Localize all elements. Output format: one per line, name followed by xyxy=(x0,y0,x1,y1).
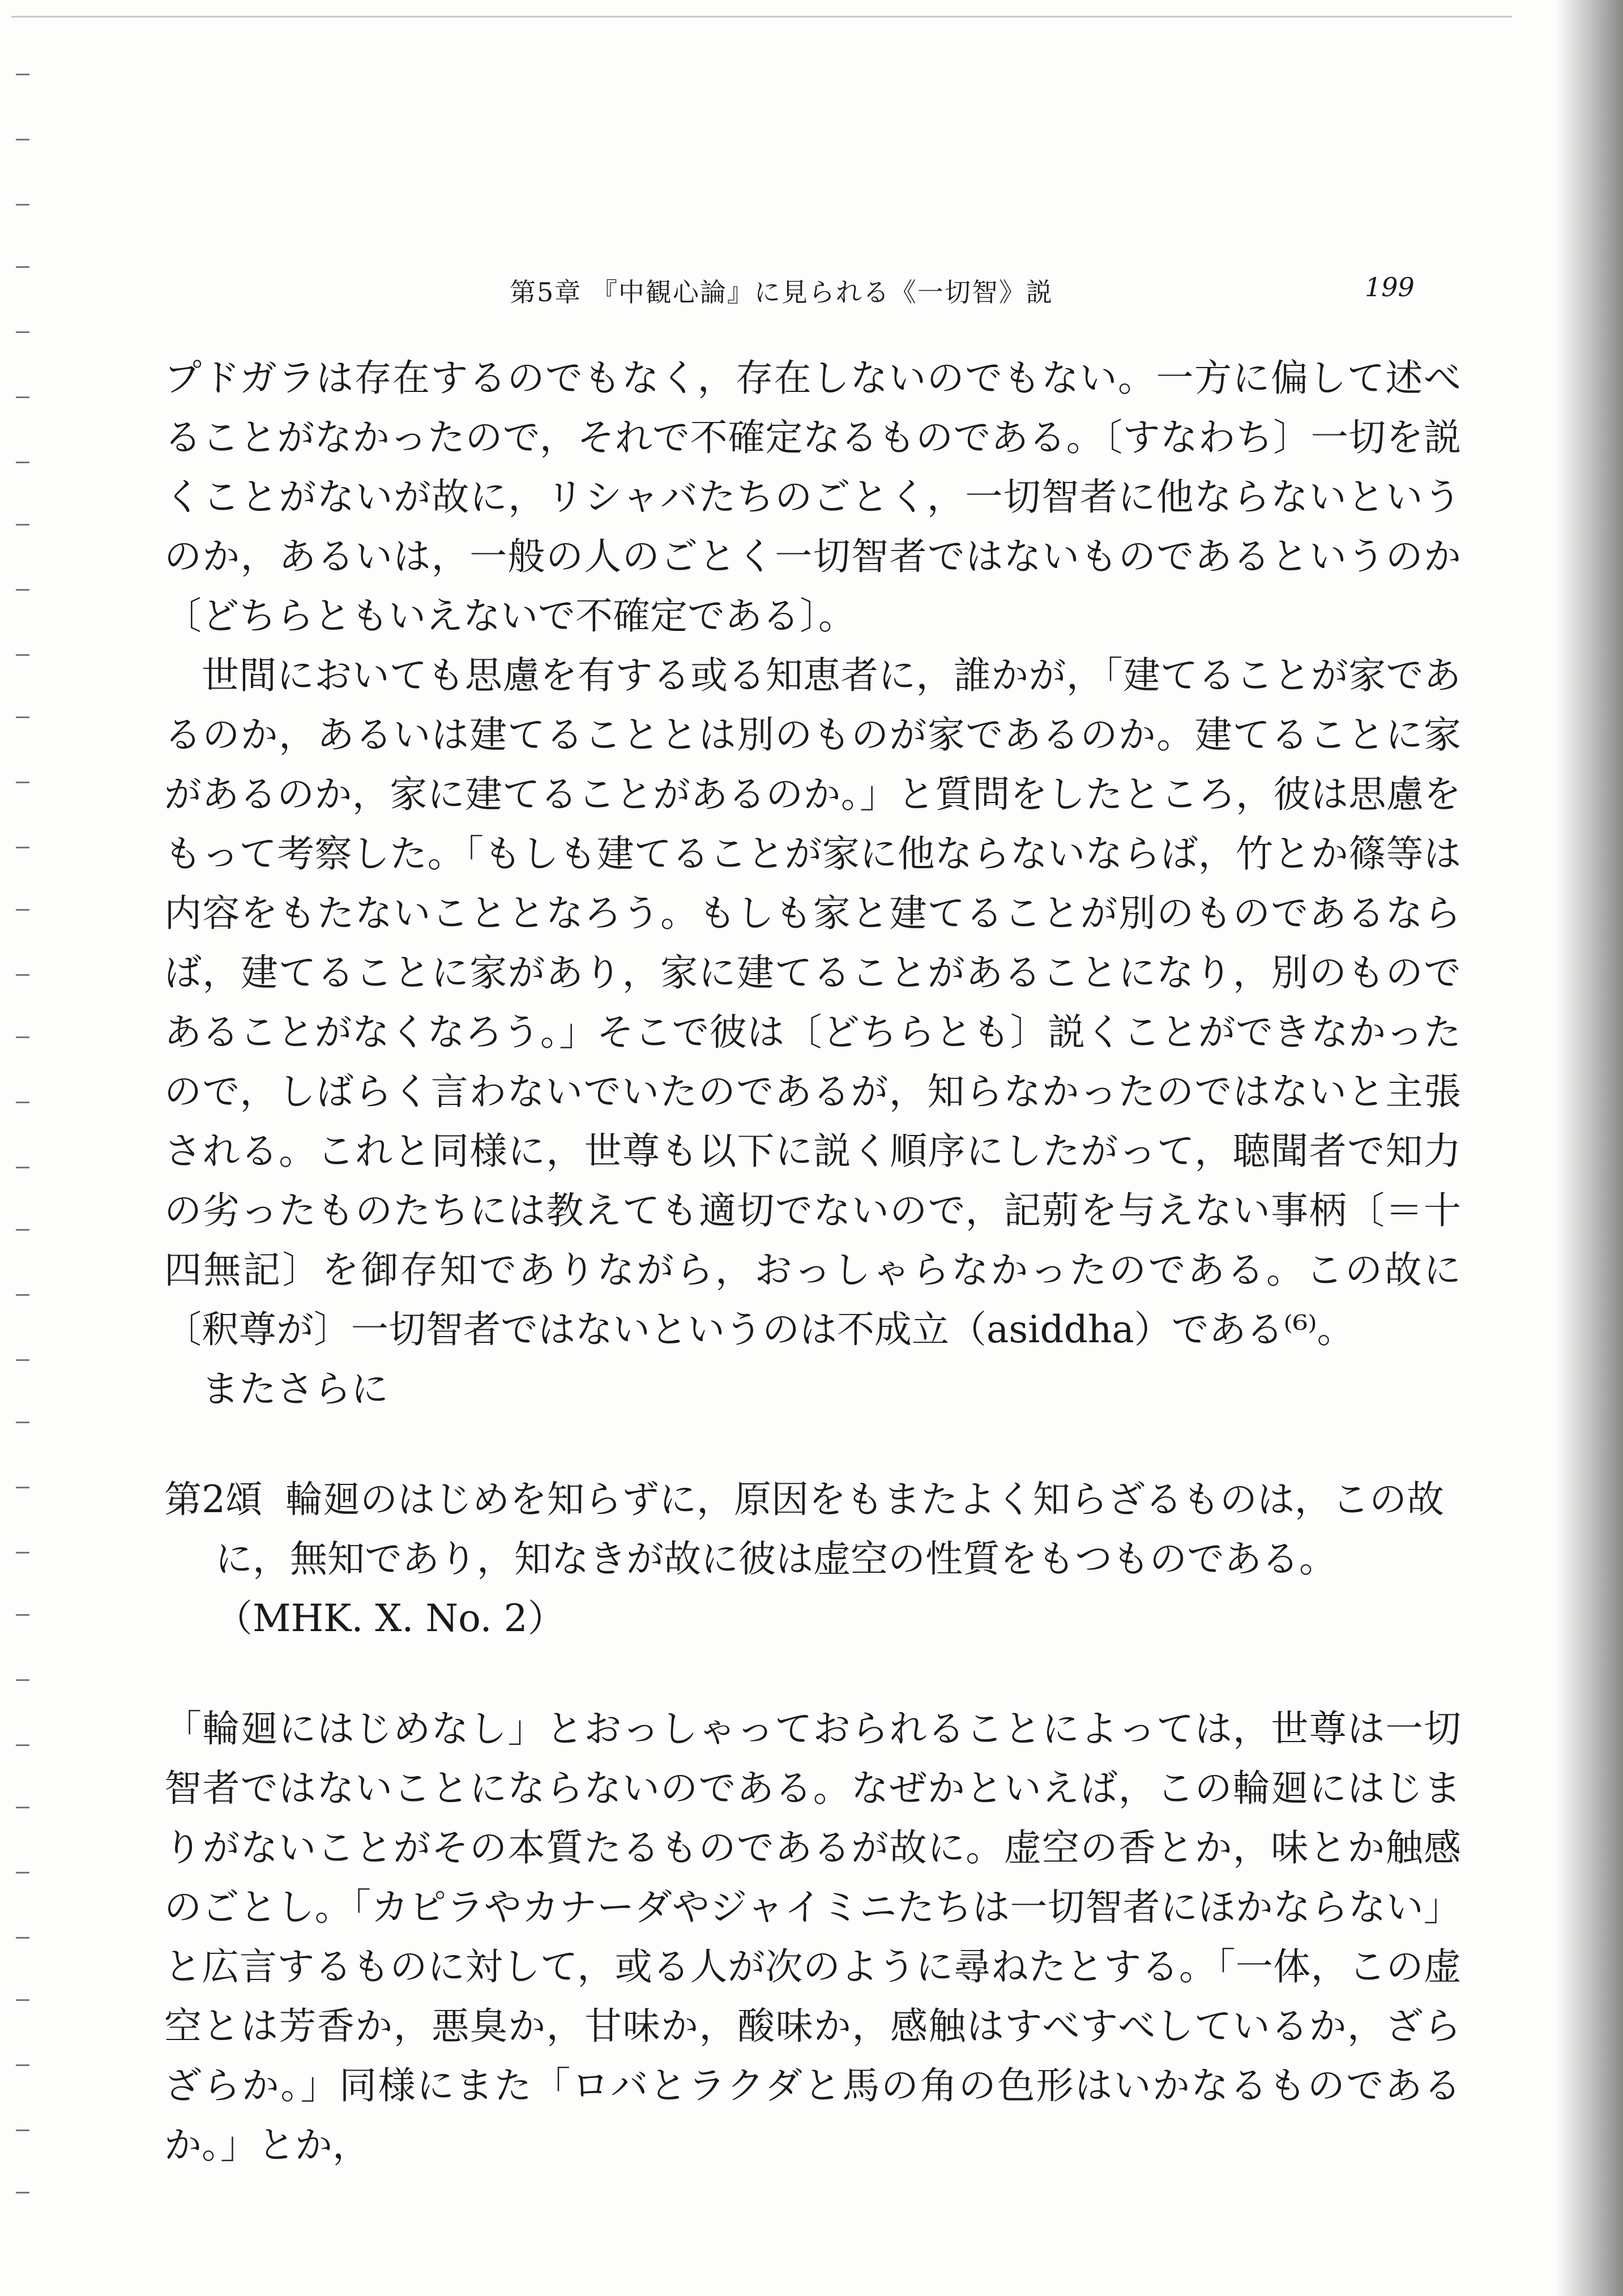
paragraph-2: 世間においても思慮を有する或る知恵者に，誰かが，「建てることが家であるのか，あるいは建てることとは別のものが家であるのか。建てることに家があるのか，家に建てることがあるのか。」と質問をしたところ，彼は思慮をもって考察した。「もしも建てることが家に他ならないならば，竹とか篠等は内容をもたないこととなろう。もしも家と建てることが別のものであるならば，建てることに家があり，家に建てることがあることになり，別のものであることがなくなろう。」そこで彼は〔どちらとも〕説くことができなかったので，しばらく言わないでいたのであるが，知らなかったのではないと主張される。これと同様に，世尊も以下に説く順序にしたがって，聴聞者で知力の劣ったものたちには教えても適切でないので，記莂を与えない事柄〔＝十四無記〕を御存知でありながら，おっしゃらなかったのである。この故に〔釈尊が〕一切智者ではないというのは不成立（asiddha）である⁽⁶⁾。 xyxy=(164,654,1461,1351)
verse-label: 第2頌 xyxy=(164,1478,263,1521)
page-number: 199 xyxy=(1365,272,1415,302)
verse-block xyxy=(164,1470,1461,1648)
body-text xyxy=(164,348,1461,2175)
running-header: 第5章 『中観心論』に見られる《一切智》説 xyxy=(510,277,1053,308)
verse-citation: （MHK. X. No. 2） xyxy=(215,1597,565,1640)
verse-text: 輪廻のはじめを知らずに，原因をもまたよく知らざるものは，この故に，無知であり，知なきが故に彼は虚空の性質をもつものである。 xyxy=(215,1478,1444,1581)
scan-edge-shadow xyxy=(1555,0,1623,2296)
paragraph-3: またさらに xyxy=(202,1367,388,1411)
scan-top-border xyxy=(11,16,1512,18)
paragraph-1: プドガラは存在するのでもなく，存在しないのでもない。一方に偏して述べることがなかったので，それで不確定なるものである。〔すなわち〕一切を説くことがないが故に，リシャバたちのごとく，一切智者に他ならないというのか，あるいは，一般の人のごとく一切智者ではないものであるというのか〔どちらともいえないで不確定である〕。 xyxy=(164,356,1461,638)
scan-margin-marks xyxy=(0,0,40,2296)
paragraph-4: 「輪廻にはじめなし」とおっしゃっておられることによっては，世尊は一切智者ではないことにならないのである。なぜかといえば，この輪廻にはじまりがないことがその本質たるものであるが故に。虚空の香とか，味とか触感のごとし。「カピラやカナーダやジャイミニたちは一切智者にほかならない」と広言するものに対して，或る人が次のように尋ねたとする。「一体，この虚空とは芳香か，悪臭か，甘味か，酸味か，感触はすべすべしているか，ざらざらか。」同様にまた「ロバとラクダと馬の角の色形はいかなるものであるか。」とか， xyxy=(164,1707,1461,2167)
